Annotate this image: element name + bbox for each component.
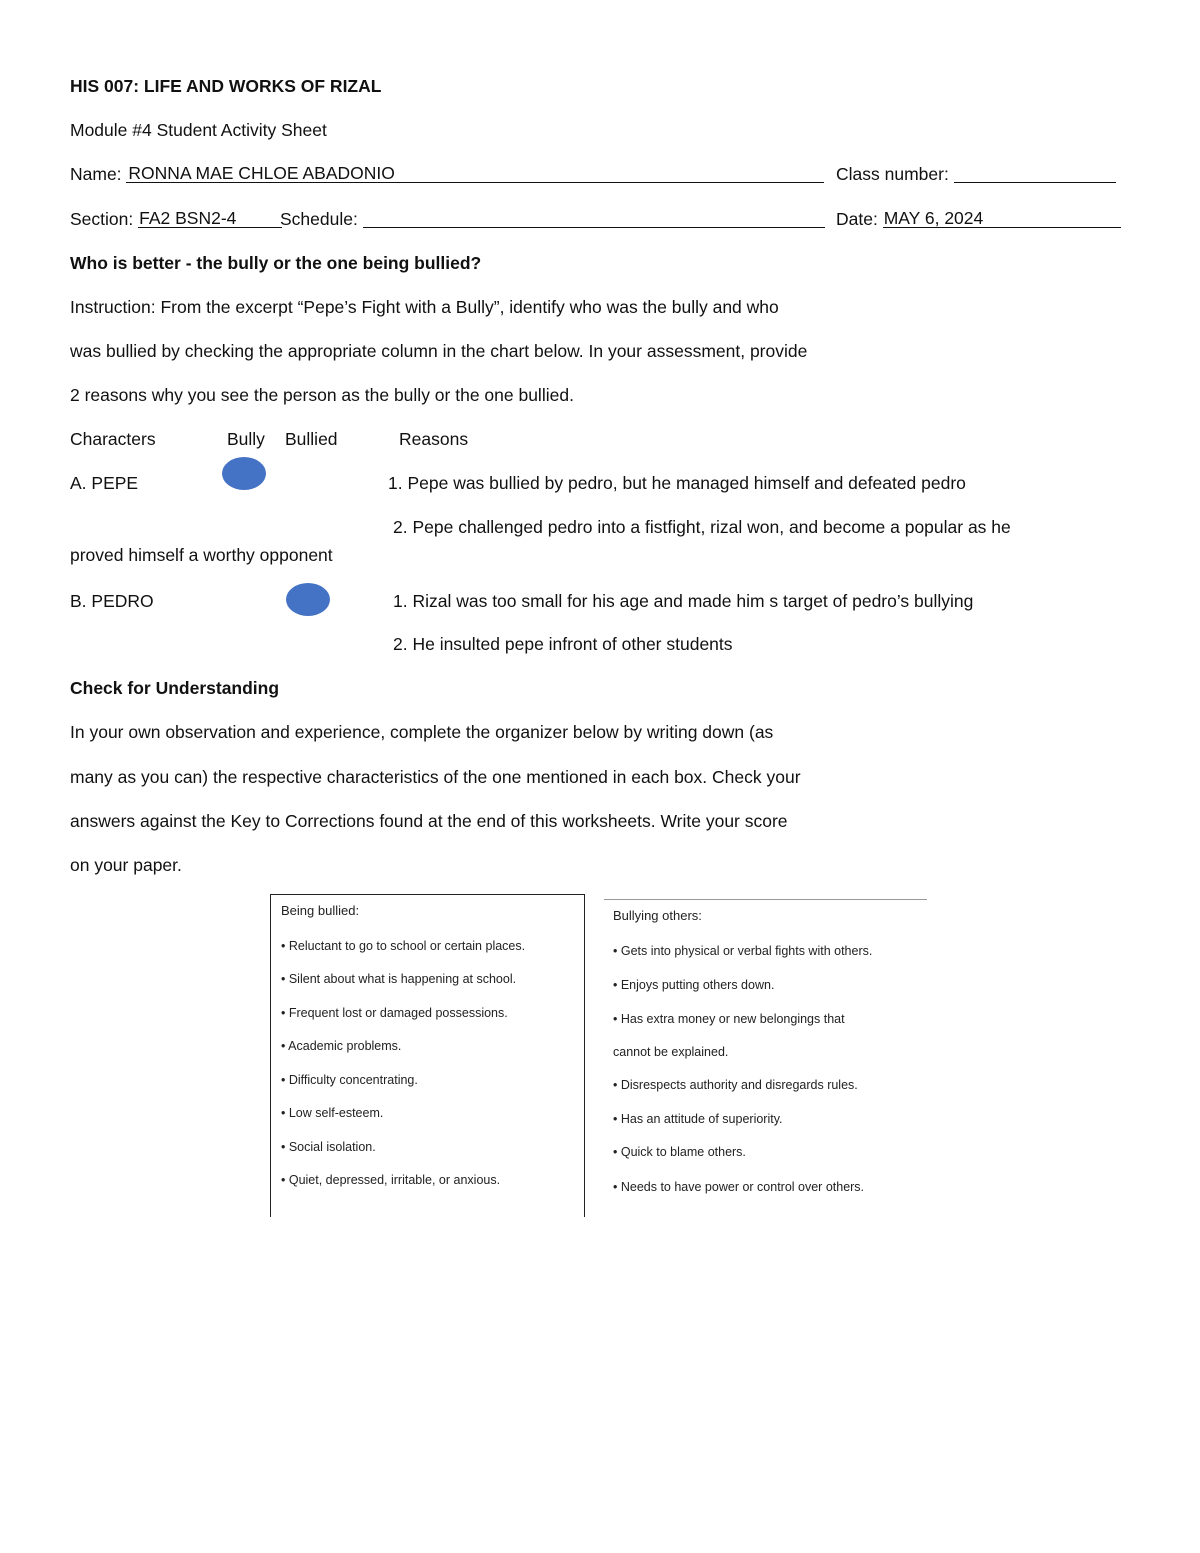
instruction-line: Instruction: From the excerpt “Pepe’s Fight with a Bully”, identify who was the bully and who (70, 297, 779, 317)
list-item: • Reluctant to go to school or certain places. (281, 939, 526, 953)
name-label: Name: (70, 164, 122, 184)
list-item: • Academic problems. (281, 1039, 402, 1053)
list-item: • Quick to blame others. (613, 1145, 746, 1159)
instruction-line: 2 reasons why you see the person as the bully or the one bullied. (70, 385, 574, 405)
module-title: Module #4 Student Activity Sheet (70, 120, 327, 140)
pedro-reason-2: 2. He insulted pepe infront of other students (393, 634, 733, 654)
list-item: • Has an attitude of superiority. (613, 1112, 783, 1126)
being-bullied-box (270, 894, 585, 1217)
check-line: In your own observation and experience, complete the organizer below by writing down (as (70, 722, 774, 742)
header-bullied: Bullied (285, 429, 338, 449)
list-item: • Social isolation. (281, 1140, 376, 1154)
schedule-label: Schedule: (280, 209, 358, 229)
name-value: RONNA MAE CHLOE ABADONIO (128, 163, 395, 183)
section-label: Section: (70, 209, 134, 229)
list-item: • Silent about what is happening at school. (281, 972, 517, 986)
check-line: on your paper. (70, 855, 182, 875)
list-item: • Has extra money or new belongings that (613, 1012, 845, 1026)
character-pedro: B. PEDRO (70, 591, 154, 611)
name-row (70, 163, 824, 185)
list-item: • Low self-esteem. (281, 1106, 384, 1120)
list-item: • Enjoys putting others down. (613, 978, 775, 992)
bullying-others-title: Bullying others: (613, 908, 702, 923)
bully-check-mark[interactable] (286, 583, 330, 616)
date-row (836, 208, 1121, 230)
list-item: • Disrespects authority and disregards rules. (613, 1078, 858, 1092)
check-line: answers against the Key to Corrections found at the end of this worksheets. Write your score (70, 811, 788, 831)
pepe-reason-1: 1. Pepe was bullied by pedro, but he managed himself and defeated pedro (388, 473, 966, 493)
list-item: • Quiet, depressed, irritable, or anxious. (281, 1173, 501, 1187)
check-line: many as you can) the respective characteristics of the one mentioned in each box. Check your (70, 767, 801, 787)
instruction-line: was bullied by checking the appropriate column in the chart below. In your assessment, provide (70, 341, 808, 361)
date-field[interactable] (883, 209, 1121, 228)
schedule-field[interactable] (363, 209, 825, 228)
course-title: HIS 007: LIFE AND WORKS OF RIZAL (70, 76, 382, 96)
question-heading: Who is better - the bully or the one being bullied? (70, 253, 482, 273)
bullying-others-box (604, 899, 927, 1218)
list-item: • Frequent lost or damaged possessions. (281, 1006, 508, 1020)
being-bullied-title: Being bullied: (281, 903, 360, 918)
name-field[interactable] (126, 164, 824, 183)
class-number-field[interactable] (954, 164, 1116, 183)
list-item: • Difficulty concentrating. (281, 1073, 418, 1087)
list-item: • Gets into physical or verbal fights with others. (613, 944, 873, 958)
character-pepe: A. PEPE (70, 473, 139, 493)
pepe-reason-2: 2. Pepe challenged pedro into a fistfight, rizal won, and become a popular as he (393, 517, 1011, 537)
section-value: FA2 BSN2-4 (139, 208, 237, 228)
list-item: cannot be explained. (613, 1045, 729, 1059)
header-reasons: Reasons (399, 429, 469, 449)
section-field[interactable] (138, 209, 282, 228)
list-item: • Needs to have power or control over others. (613, 1180, 865, 1194)
class-number-label: Class number: (836, 164, 949, 184)
date-value: MAY 6, 2024 (883, 208, 984, 228)
section-row (70, 208, 282, 230)
bully-check-mark[interactable] (222, 457, 266, 490)
schedule-row (280, 208, 825, 230)
check-heading: Check for Understanding (70, 678, 280, 698)
header-bully: Bully (227, 429, 265, 449)
date-label: Date: (836, 209, 878, 229)
pepe-reason-2-cont: proved himself a worthy opponent (70, 545, 333, 565)
header-characters: Characters (70, 429, 156, 449)
pedro-reason-1: 1. Rizal was too small for his age and made him s target of pedro’s bullying (393, 591, 974, 611)
class-number-row (836, 163, 1116, 185)
